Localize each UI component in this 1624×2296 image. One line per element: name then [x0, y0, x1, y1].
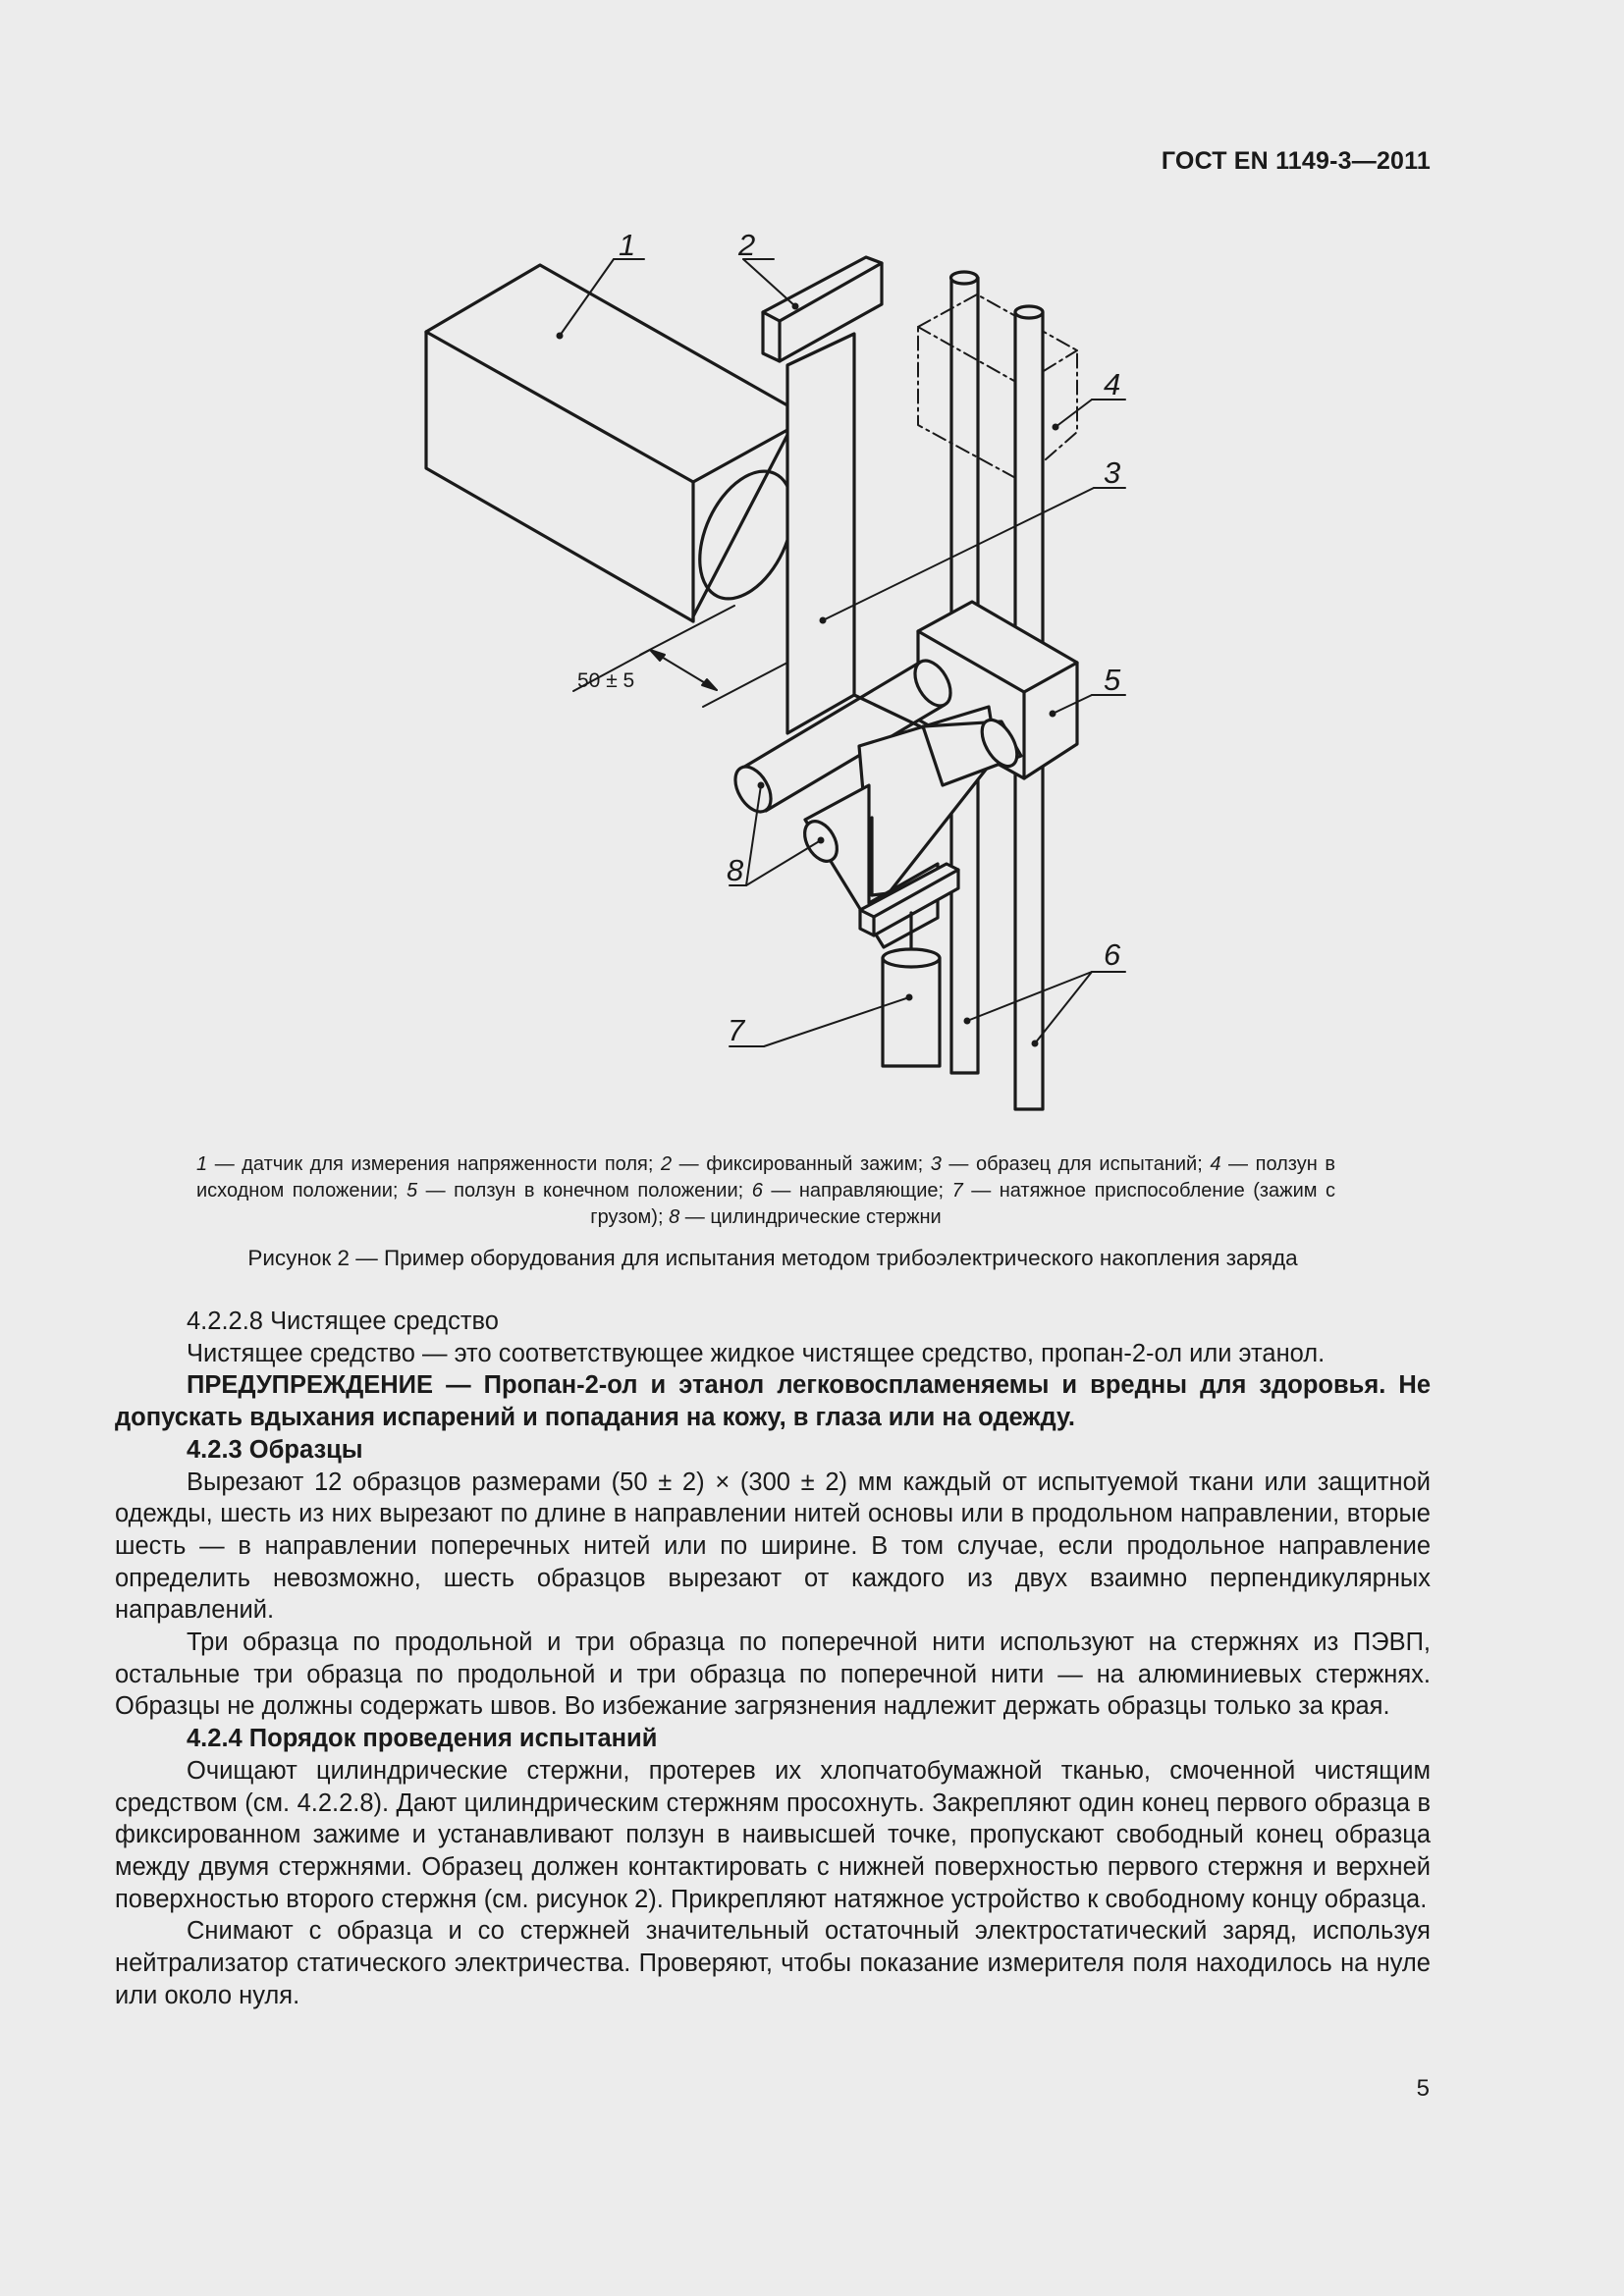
legend-num-3: 3 [930, 1153, 942, 1175]
legend-num-4: 4 [1210, 1153, 1221, 1175]
figure-legend [196, 1151, 1335, 1231]
slider-initial [918, 294, 1077, 481]
callout-3: 3 [1104, 455, 1121, 490]
test-sample [763, 257, 882, 733]
legend-num-5: 5 [406, 1180, 418, 1201]
dimension-label: 50 ± 5 [577, 669, 635, 692]
apparatus-figure [0, 0, 1624, 1139]
subsection-heading: 4.2.2.8 Чистящее средство [187, 1308, 499, 1335]
document-header: ГОСТ EN 1149-3—2011 [1161, 147, 1431, 175]
legend-num-7: 7 [951, 1180, 963, 1201]
warning-paragraph: ПРЕДУПРЕЖДЕНИЕ — Пропан-2-ол и этанол легковоспламеняемы и вредны для здоровья. Не допускать вдыхания испарений и попадания на кожу, в глаза или на одежду. [115, 1371, 1431, 1432]
body-text [115, 1306, 1431, 2011]
callout-2: 2 [738, 228, 756, 262]
legend-text-5: — ползун в конечном положении; [417, 1180, 752, 1201]
paragraph: Очищают цилиндрические стержни, протерев их хлопчатобумажной тканью, смоченной чистящим средством (см. 4.2.2.8). Дают цилиндрическим стержням просохнуть. Закрепляют один конец первого образца в фиксированном зажиме и устанавливают ползун в наивысшей точке, пропускают свободный конец образца между двумя стержнями. Образец должен контактировать с нижней поверхностью первого стержня и верхней поверхностью второго стержня (см. рисунок 2). Прикрепляют натяжное устройство к свободному концу образца. [115, 1756, 1431, 1913]
paragraph: Снимают с образца и со стержней значительный остаточный электростатический заряд, используя нейтрализатор статического электричества. Проверяют, чтобы показание измерителя поля находилось на нуле или около нуля. [115, 1917, 1431, 2009]
legend-num-8: 8 [669, 1206, 680, 1228]
legend-num-2: 2 [660, 1153, 673, 1175]
section-heading: 4.2.4 Порядок проведения испытаний [187, 1725, 658, 1753]
legend-text-7: — натяжное приспособление (зажим с грузом); [590, 1180, 1335, 1228]
callout-5: 5 [1104, 663, 1121, 697]
paragraph: Вырезают 12 образцов размерами (50 ± 2) × (300 ± 2) мм каждый от испытуемой ткани или защитной одежды, шесть из них вырезают по длине в направлении нитей основы или в продольном направлении, вторые шесть — в направлении поперечных нитей или по ширине. В том случае, если продольное направление определить невозможно, шесть образцов вырезают от каждого из двух взаимно перпендикулярных направлений. [115, 1468, 1431, 1625]
figure-caption: Рисунок 2 — Пример оборудования для испытания методом трибоэлектрического накопления заряда [247, 1246, 1298, 1270]
legend-text-6: — направляющие; [762, 1180, 952, 1201]
legend-num-1: 1 [196, 1153, 208, 1175]
legend-text-1: — датчик для измерения напряженности поля; [207, 1153, 661, 1175]
legend-num-6: 6 [751, 1180, 763, 1201]
callout-6: 6 [1104, 937, 1121, 972]
legend-text-4: — ползун в исходном положении; [196, 1153, 1335, 1201]
page-number: 5 [1416, 2075, 1430, 2102]
callout-1: 1 [619, 228, 636, 262]
callout-7: 7 [728, 1013, 745, 1047]
paragraph: Три образца по продольной и три образца по поперечной нити используют на стержнях из ПЭВП, остальные три образца по продольной и три образца по поперечной нити — на алюминиевых стержнях. Образцы не должны содержать швов. Во избежание загрязнения надлежит держать образцы только за края. [115, 1629, 1431, 1721]
callout-8: 8 [727, 853, 744, 887]
callout-4: 4 [1104, 367, 1121, 401]
field-sensor [426, 265, 811, 621]
legend-text-3: — образец для испытаний; [941, 1153, 1211, 1175]
paragraph: Чистящее средство — это соответствующее жидкое чистящее средство, пропан-2-ол или этанол. [187, 1339, 1326, 1367]
legend-text-2: — фиксированный зажим; [672, 1153, 931, 1175]
legend-text-8: — цилиндрические стержни [679, 1206, 942, 1228]
section-heading: 4.2.3 Образцы [187, 1435, 363, 1464]
